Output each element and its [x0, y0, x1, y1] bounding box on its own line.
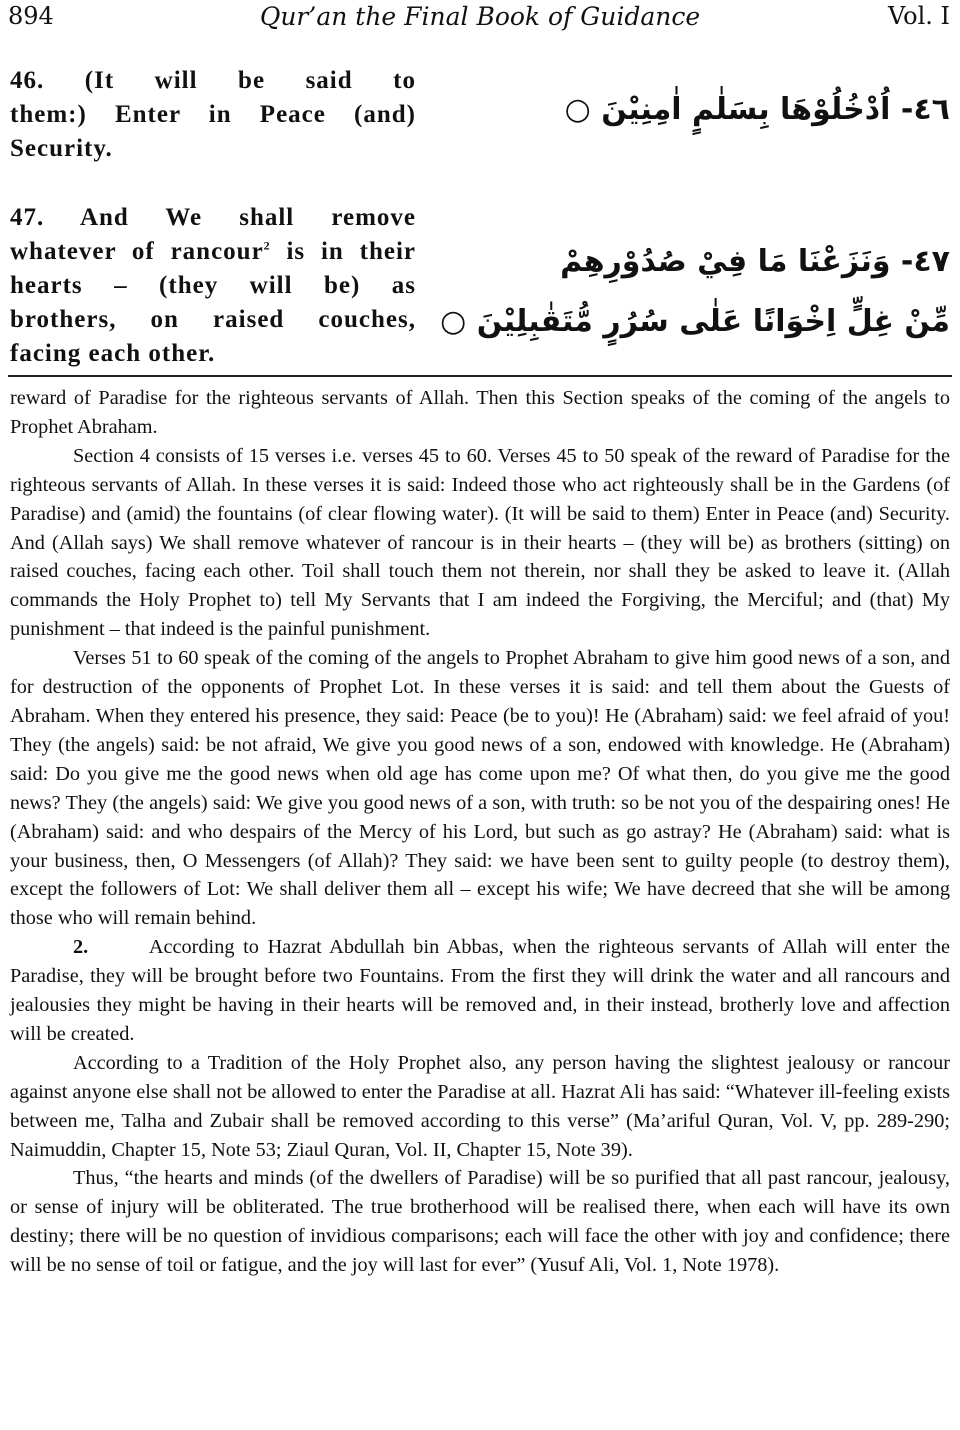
verse-line-with-footnote: [10, 235, 416, 269]
verse-line: Security.: [10, 135, 113, 162]
paragraph: According to a Tradition of the Holy Prophet also, any person having the slightest jealousy or rancour against anyone else shall not be allowed to enter the Paradise at all. Hazrat Ali has said: “Whatever ill-feeling exists between me, Talha and Zubair shall be removed according to this verse” (Ma’ariful Quran, Vol. V, pp. 289-290; Naimuddin, Chapter 15, Note 53; Ziaul Quran, Vol. II, Chapter 15, Note 39).: [10, 1051, 950, 1161]
verse-line: brothers, on raised couches,: [10, 306, 416, 333]
footnote-number: 2.: [73, 936, 89, 959]
section-divider: [8, 375, 952, 377]
verse-46-arabic: ٤٦- اُدْخُلُوْهَا بِسَلٰمٍ اٰمِنِيْنَ ○: [564, 92, 950, 127]
verse-line: hearts – (they will be) as: [10, 272, 416, 299]
verse-line: facing each other.: [10, 340, 216, 367]
volume-label: Vol. I: [888, 2, 950, 30]
paragraph: reward of Paradise for the righteous servants of Allah. Then this Section speaks of the coming of the angels to Prophet Abraham.: [10, 387, 950, 438]
page-header: [8, 2, 952, 36]
verse-text: is in their: [270, 238, 416, 265]
verse-line: 46. (It will be said to: [10, 67, 416, 94]
verse-46-translation: [10, 64, 416, 166]
verse-line: 47. And We shall remove: [10, 204, 416, 231]
verse-line: them:) Enter in Peace (and): [10, 101, 416, 128]
verse-text: whatever of rancour: [10, 238, 264, 265]
verse-47-arabic-line-2: مِّنْ غِلٍّ اِخْوَانًا عَلٰى سُرُرٍ مُّتَقٰبِلِيْنَ ○: [440, 304, 950, 339]
book-title: Qur’an the Final Book of Guidance: [259, 2, 701, 31]
paragraph: Verses 51 to 60 speak of the coming of the angels to Prophet Abraham to give him good news of a son, and for destruction of the opponents of Prophet Lot. In these verses it is said: and tell them about the Guests of Abraham. When they entered his presence, they said: Peace (be to you)! He (Abraham) said: we feel afraid of you! They (the angels) said: be not afraid, We give you good news of a son, endowed with knowledge. He (Abraham) said: Do you give me the good news when old age has come upon me? Of what then, do you give me the good news? They (the angels) said: We give you good news of a son, with truth: so be not you of the despairing ones! He (Abraham) said: and who despairs of the Mercy of his Lord, but such as go astray? He (Abraham) said: what is your business, then, O Messengers (of Allah)? They said: we have been sent to guilty people (to destroy them), except the followers of Lot: We shall deliver them all – except his wife; We have decreed that she will be among those who will remain behind.: [10, 647, 950, 930]
footnote-text: According to Hazrat Abdullah bin Abbas, when the righteous servants of Allah will enter the Paradise, they will be brought before two Fountains. From the first they will drink the water and all rancours and jealousies they might be having in their hearts will be removed and, in their instead, brotherly love and affection will be created.: [10, 936, 950, 1045]
paragraph: Section 4 consists of 15 verses i.e. verses 45 to 60. Verses 45 to 50 speak of the reward of Paradise for the righteous servants of Allah. In these verses it is said: Indeed those who act righteously shall be in the Gardens (of Paradise) and (amid) the fountains (of clear flowing water). (It will be said to them) Enter in Peace (and) Security. And (Allah says) We shall remove whatever of rancour is in their hearts – (they will be) as brothers (sitting) on raised couches, facing each other. Toil shall touch them not therein, nor shall they be asked to leave it. (Allah commands the Holy Prophet to) tell My Servants that I am indeed the Forgiving, the Merciful; and (that) My punishment – that indeed is the painful punishment.: [10, 444, 950, 641]
verse-47-translation: [10, 201, 416, 371]
footnote-marker: 2: [263, 238, 271, 253]
page-number: 894: [8, 2, 54, 30]
footnote-2: [10, 933, 950, 1049]
commentary-body: [10, 384, 950, 1280]
paragraph: Thus, “the hearts and minds (of the dwellers of Paradise) will be so purified that all past rancour, jealousy, or sense of injury will be obliterated. The true brotherhood will be realised there, when each will have its own destiny; there will be no question of invidious comparisons; each will face the other with joy and confidence; there will be no sense of toil or fatigue, and the joy will last for ever” (Yusuf Ali, Vol. 1, Note 1978).: [10, 1167, 950, 1277]
verse-47-arabic-line-1: ٤٧- وَنَزَعْنَا مَا فِيْ صُدُوْرِهِمْ: [560, 244, 950, 279]
